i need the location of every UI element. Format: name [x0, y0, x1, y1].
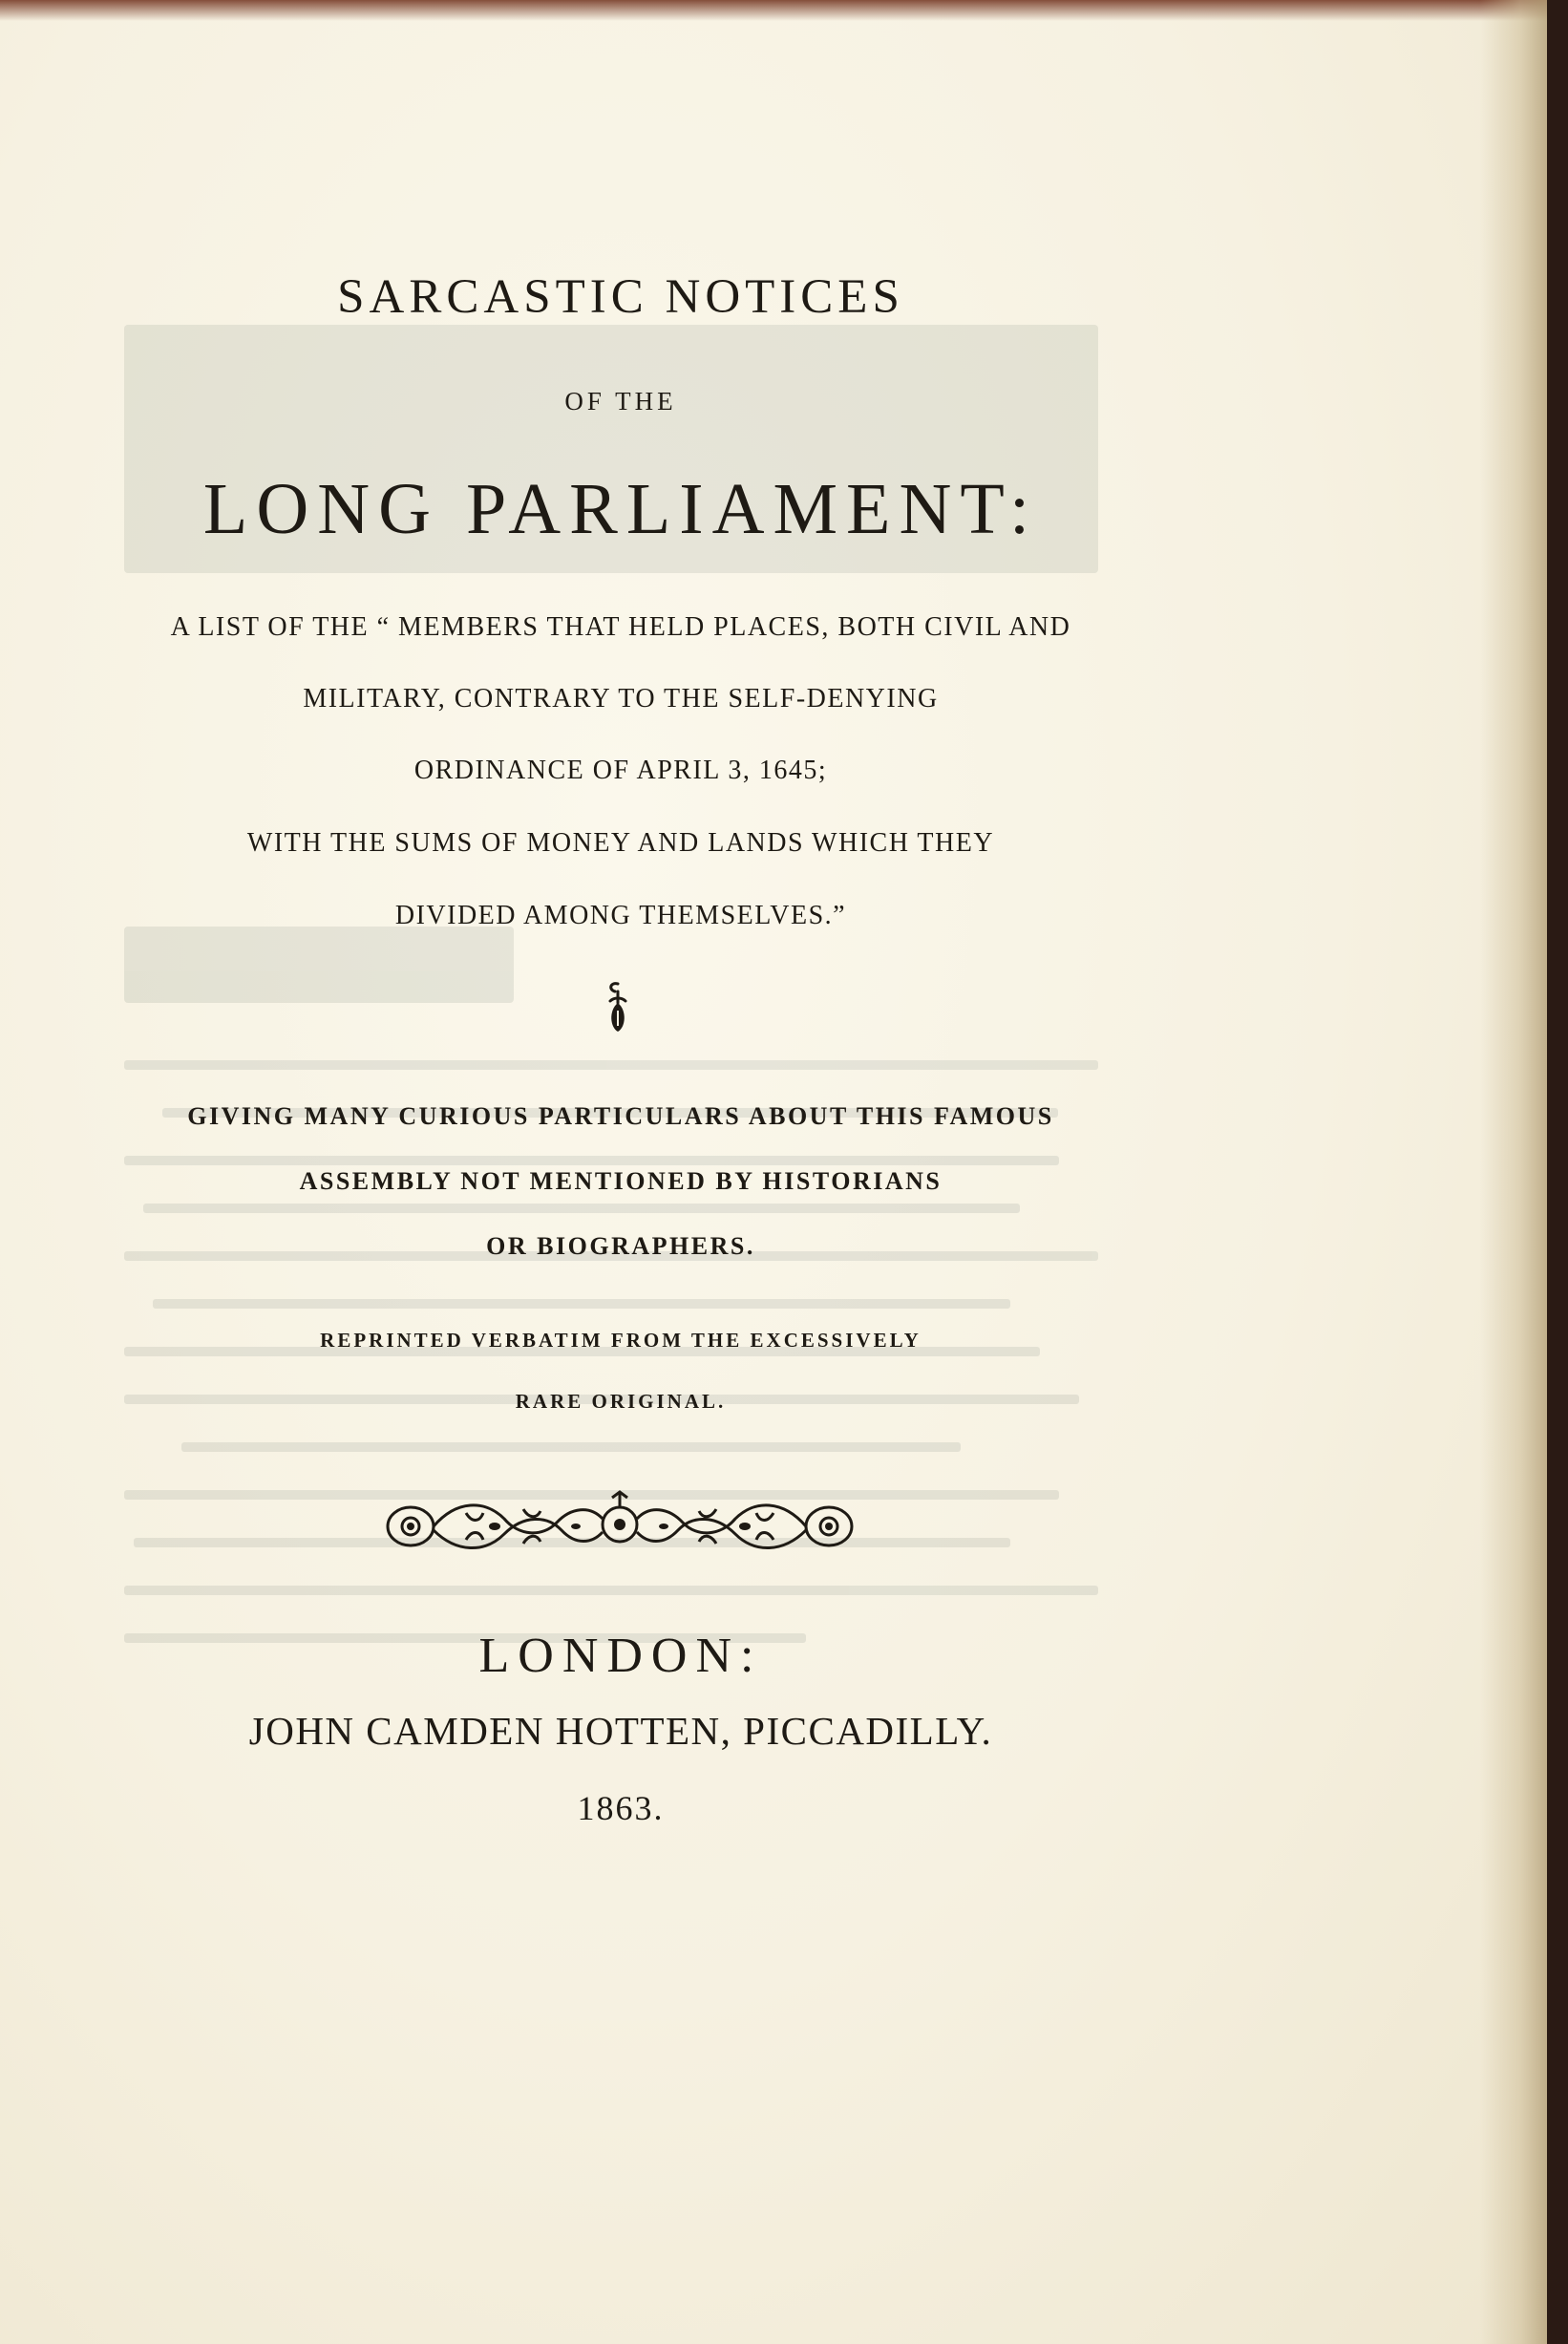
floral-ornament-icon: [380, 1490, 859, 1559]
description-line-2: ASSEMBLY NOT MENTIONED BY HISTORIANS: [299, 1167, 943, 1195]
title-line-2: OF THE: [564, 387, 677, 416]
subtitle-line-2: MILITARY, CONTRARY TO THE SELF-DENYING: [303, 684, 939, 714]
subtitle-line-1: A LIST OF THE “ MEMBERS THAT HELD PLACES, BOTH CIVIL AND: [170, 612, 1071, 642]
main-title: LONG PARLIAMENT:: [202, 469, 1039, 549]
subtitle-line-4: WITH THE SUMS OF MONEY AND LANDS WHICH THEY: [246, 828, 995, 858]
subtitle-line-3: ORDINANCE OF APRIL 3, 1645;: [413, 756, 828, 785]
imprint-publisher: JOHN CAMDEN HOTTEN, PICCADILLY.: [248, 1709, 993, 1753]
title-line-1: SARCASTIC NOTICES: [337, 270, 904, 324]
description-line-3: OR BIOGRAPHERS.: [486, 1232, 755, 1260]
fleuron-icon: [599, 978, 637, 1035]
reprint-note-line-2: RARE ORIGINAL.: [515, 1390, 727, 1413]
description-line-1: GIVING MANY CURIOUS PARTICULARS ABOUT THIS FAMOUS: [187, 1102, 1054, 1130]
subtitle-line-5: DIVIDED AMONG THEMSELVES.”: [394, 901, 847, 930]
reprint-note-line-1: REPRINTED VERBATIM FROM THE EXCESSIVELY: [320, 1329, 922, 1352]
book-top-edge: [0, 0, 1547, 21]
imprint-year: 1863.: [577, 1789, 665, 1827]
page-edge-shadow: [1480, 0, 1547, 2344]
imprint-city: LONDON:: [478, 1629, 763, 1683]
